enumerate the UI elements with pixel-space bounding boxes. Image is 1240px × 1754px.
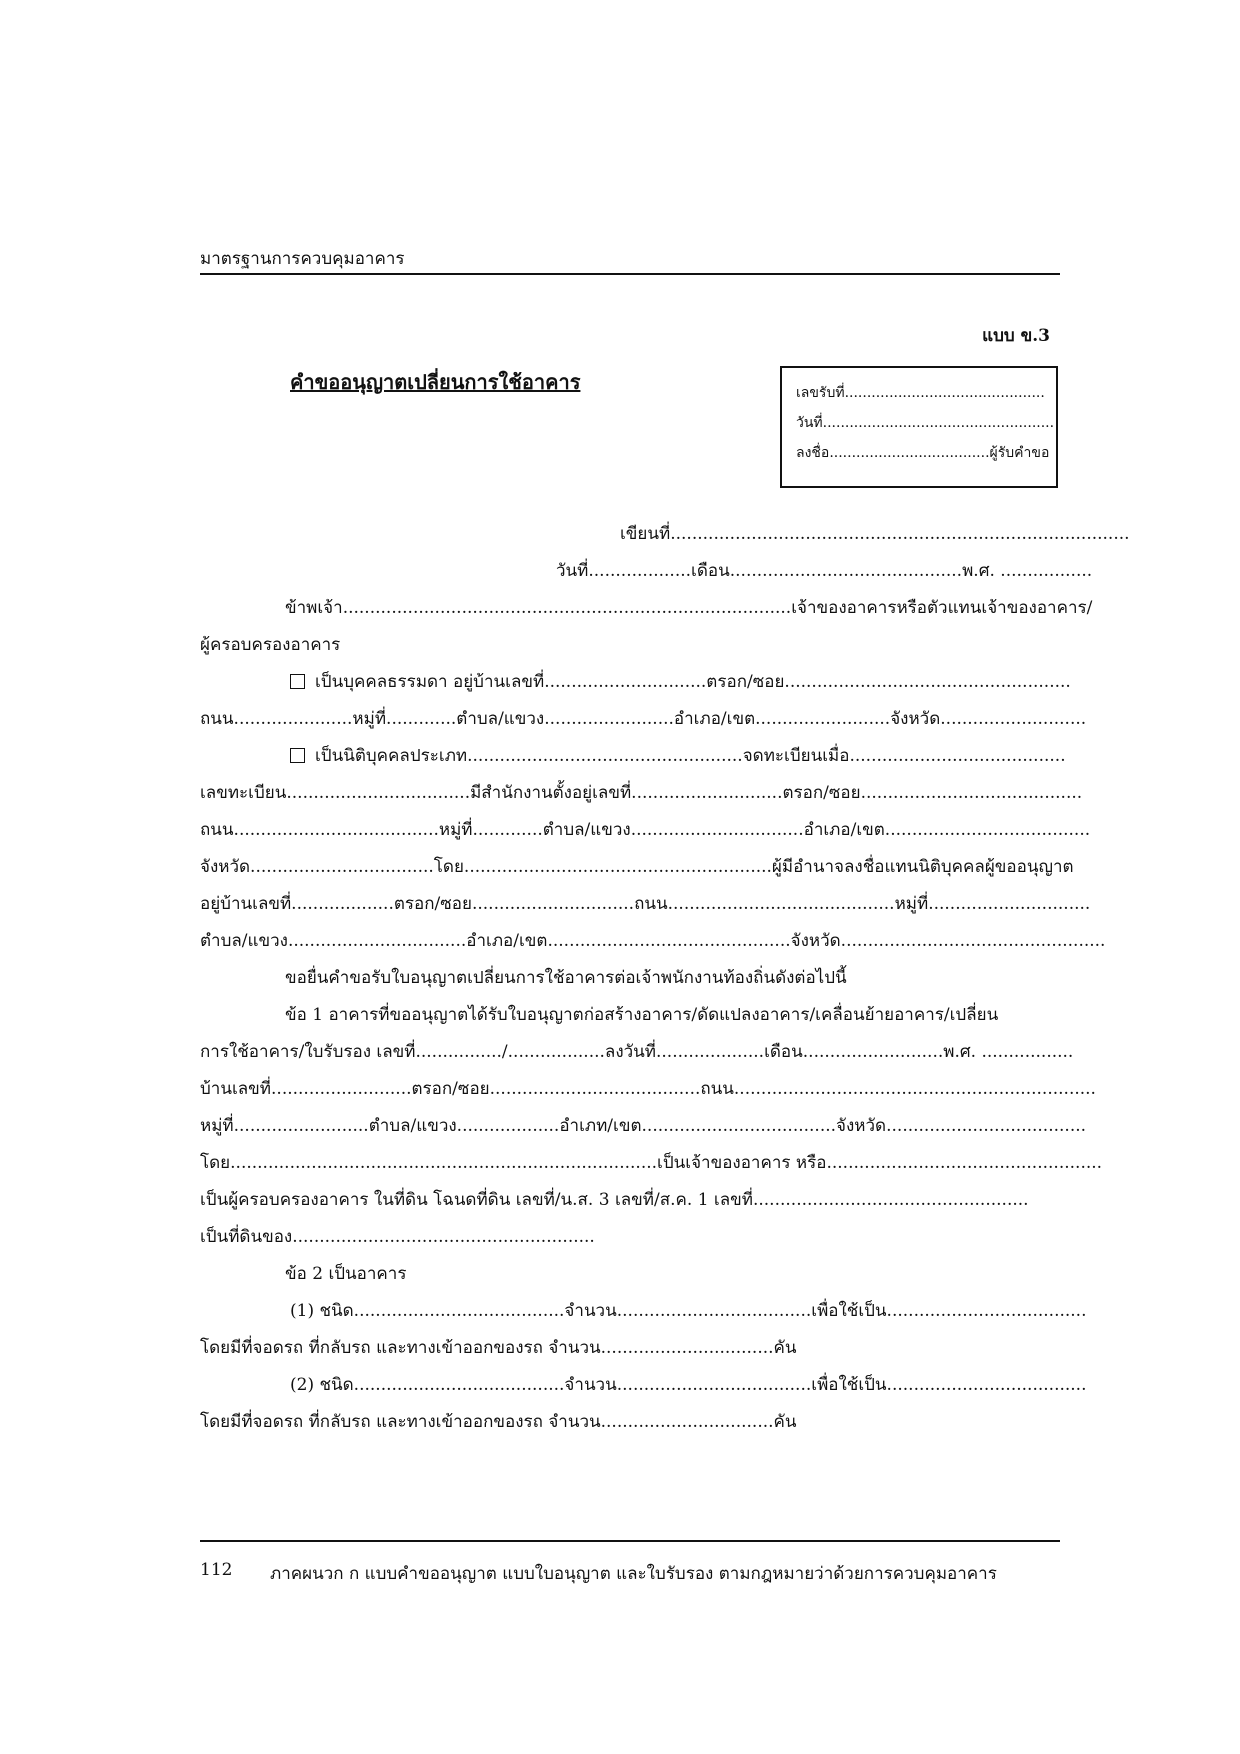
form-line-address-2: ถนน......................................หมู่ที่.............ตำบล/แขวง................................อำเภอ/เขต......................................: [200, 820, 1091, 840]
form-code: แบบ ข.3: [982, 326, 1050, 346]
footer-text: ภาคผนวก ก แบบคำขออนุญาต แบบใบอนุญาต และใบรับรอง ตามกฎหมายว่าด้วยการควบคุมอาคาร: [270, 1564, 997, 1584]
form-line-house-number: บ้านเลขที่..........................ตรอก/ซอย.......................................ถนน...................................................................: [200, 1079, 1096, 1099]
form-line-item1: ข้อ 1 อาคารที่ขออนุญาตได้รับใบอนุญาตก่อสร้างอาคาร/ดัดแปลงอาคาร/เคลื่อนย้ายอาคาร/เปลี่ยน: [285, 1005, 999, 1025]
natural-person-text: เป็นบุคคลธรรมดา อยู่บ้านเลขที่..............................ตรอก/ซอย.....................................................: [315, 672, 1071, 692]
form-line-possessor: ผู้ครอบครองอาคาร: [200, 635, 341, 655]
form-title: คำขออนุญาตเปลี่ยนการใช้อาคาร: [290, 370, 581, 394]
form-line-village: หมู่ที่.........................ตำบล/แขวง...................อำเภท/เขต....................................จังหวัด.....................................: [200, 1116, 1087, 1136]
form-line-address-3: อยู่บ้านเลขที่...................ตรอก/ซอย..............................ถนน..........................................หมู่ที่..............................: [200, 894, 1091, 914]
form-line-land-owner: เป็นที่ดินของ........................................................: [200, 1227, 595, 1247]
natural-person-checkbox[interactable]: [290, 674, 305, 689]
form-line-address-4: ตำบล/แขวง.................................อำเภอ/เขต.............................................จังหวัด.................................................: [200, 931, 1106, 951]
form-line-applicant: ข้าพเจ้า...................................................................................เจ้าของอาคารหรือตัวแทนเจ้าของอาคาร/: [285, 598, 1093, 618]
form-line-date: วันที่...................เดือน...........................................พ.ศ. .................: [556, 561, 1093, 581]
receipt-signature-line: ลงชื่อ....................................ผู้รับคำขอ: [796, 445, 1050, 461]
juristic-person-text: เป็นนิติบุคคลประเภท...................................................จดทะเบียนเมื่อ........................................: [315, 746, 1066, 766]
footer-rule: [200, 1540, 1060, 1542]
receipt-box: [780, 366, 1058, 488]
form-line-parking-1: โดยมีที่จอดรถ ที่กลับรถ และทางเข้าออกของรถ จำนวน................................คัน: [200, 1338, 797, 1358]
receipt-number-line: เลขรับที่.............................................: [796, 385, 1045, 401]
form-line-parking-2: โดยมีที่จอดรถ ที่กลับรถ และทางเข้าออกของรถ จำนวน................................คัน: [200, 1412, 797, 1432]
form-line-building-1: (1) ชนิด.......................................จำนวน....................................เพื่อใช้เป็น.....................................: [290, 1301, 1087, 1321]
form-line-address-1: ถนน......................หมู่ที่.............ตำบล/แขวง........................อำเภอ/เขต.........................จังหวัด...........................: [200, 709, 1087, 729]
header-rule: [200, 273, 1060, 275]
form-line-building-2: (2) ชนิด.......................................จำนวน....................................เพื่อใช้เป็น.....................................: [290, 1375, 1087, 1395]
header-title: มาตรฐานการควบคุมอาคาร: [200, 249, 405, 269]
form-line-written-at: เขียนที่.....................................................................................: [620, 524, 1130, 544]
footer-page-number: 112: [200, 1560, 233, 1580]
form-line-juristic-person: [290, 744, 1066, 768]
receipt-date-line: วันที่....................................................: [796, 415, 1055, 431]
form-line-owner: โดย...............................................................................เป็นเจ้าของอาคาร หรือ...................................................: [200, 1153, 1103, 1173]
form-line-registration: เลขทะเบียน..................................มีสำนักงานตั้งอยู่เลขที่............................ตรอก/ซอย.........................................: [200, 783, 1083, 803]
form-line-item2: ข้อ 2 เป็นอาคาร: [285, 1264, 407, 1284]
juristic-person-checkbox[interactable]: [290, 748, 305, 763]
form-line-natural-person: [290, 670, 1071, 694]
form-line-land: เป็นผู้ครอบครองอาคาร ในที่ดิน โฉนดที่ดิน เลขที่/น.ส. 3 เลขที่/ส.ค. 1 เลขที่...................................................: [200, 1190, 1029, 1210]
form-line-authorized: จังหวัด..................................โดย.........................................................ผู้มีอำนาจลงชื่อแทนนิติบุคคลผู้ขออนุญาต: [200, 857, 1074, 877]
form-line-permit-number: การใช้อาคาร/ใบรับรอง เลขที่................/..................ลงวันที่....................เดือน..........................พ.ศ. .................: [200, 1042, 1074, 1062]
form-line-submit: ขอยื่นคำขอรับใบอนุญาตเปลี่ยนการใช้อาคารต่อเจ้าพนักงานท้องถิ่นดังต่อไปนี้: [285, 968, 847, 988]
